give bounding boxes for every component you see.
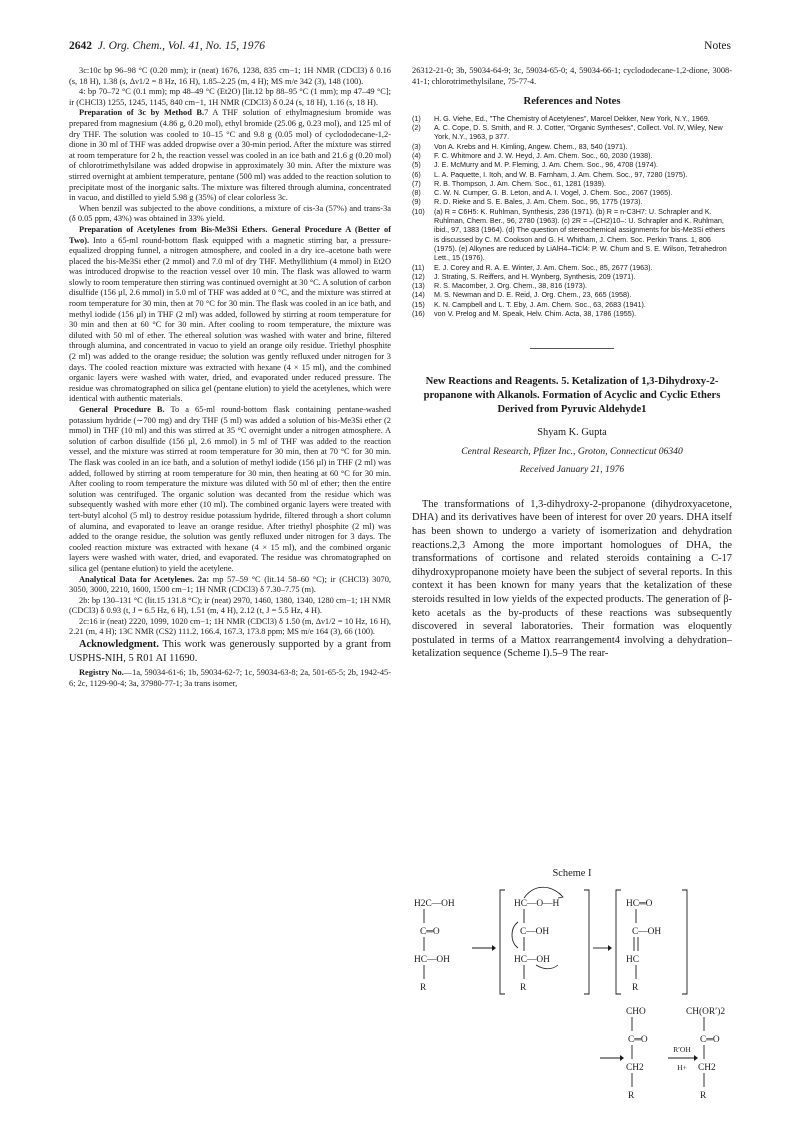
reference-number: (2)	[412, 123, 421, 133]
s1-line3: HC—OH	[414, 955, 450, 965]
paragraph-heading: Preparation of 3c by Method B.	[79, 108, 205, 118]
s3-line3: HC	[626, 955, 640, 965]
reference-number: (8)	[412, 188, 421, 198]
section-label: Notes	[704, 40, 731, 52]
s1-line4: R	[420, 983, 427, 993]
s1-line1: H2C—OH	[414, 899, 455, 909]
scheme-title: Scheme I	[552, 868, 592, 879]
reference-number: (13)	[412, 281, 425, 291]
s3-line1: HC═O	[626, 899, 653, 909]
s4-line2: C═O	[628, 1035, 648, 1045]
reference-item	[412, 170, 732, 179]
experimental-paragraph	[69, 66, 391, 87]
reference-item	[412, 151, 732, 160]
reference-number: (4)	[412, 150, 421, 160]
arrow-3	[600, 1055, 624, 1061]
registry-text: —1a, 59034-61-6; 1b, 59034-62-7; 1c, 59034-63-8; 2a, 501-65-5; 2b, 1942-45-6; 2c, 1129-90-4; 3a, 37980-77-1; 3a trans isomer,	[69, 668, 391, 688]
s4-line3: CH2	[626, 1063, 644, 1073]
experimental-paragraph	[69, 575, 391, 596]
structure-beta-keto-acetal	[686, 1006, 725, 1101]
reference-number: (7)	[412, 178, 421, 188]
header-left	[69, 40, 265, 52]
reference-item	[412, 290, 732, 299]
paragraph-heading: Preparation of Acetylenes from Bis-Me3Si Ethers. General Procedure A (Better of Two).	[69, 224, 391, 245]
reference-text: R. D. Rieke and S. E. Bales, J. Am. Chem. Soc., 95, 1775 (1973).	[434, 197, 643, 207]
reference-number: (10)	[412, 206, 425, 216]
s3-line2: C—OH	[632, 927, 662, 937]
s5-line1: CH(OR′)2	[686, 1007, 726, 1017]
structure-intermediate	[500, 887, 589, 994]
reference-number: (12)	[412, 271, 425, 281]
article-received: Received January 21, 1976	[519, 464, 625, 476]
reference-item	[412, 309, 732, 318]
reference-item	[412, 197, 732, 206]
reference-item	[412, 188, 732, 197]
references-title: References and Notes	[523, 96, 621, 108]
reference-item	[412, 142, 732, 151]
page-header	[69, 40, 731, 58]
acknowledgment-heading: Acknowledgment.	[79, 639, 159, 651]
journal-citation: J. Org. Chem., Vol. 41, No. 15, 1976	[97, 40, 266, 52]
s3-line4: R	[632, 983, 639, 993]
reference-number: (15)	[412, 299, 425, 309]
paragraph-text: 2b: bp 130–131 °C (lit.15 131.8 °C); ir (neat) 2970, 1460, 1380, 1340, 1280 cm−1; 1H NMR (CDCl3) δ 0.93 (t, J = 6.5 Hz, 6 H), 1.51 (m, 4 H), 2.12 (t, J = 5.5 Hz, 4 H).	[69, 595, 391, 616]
reference-text: K. N. Campbell and L. T. Eby, J. Am. Chem. Soc., 63, 2683 (1941).	[434, 299, 646, 309]
s5-line3: CH2	[698, 1063, 716, 1073]
reference-item	[412, 263, 732, 272]
s4-line1: CHO	[626, 1007, 646, 1017]
reference-item	[412, 281, 732, 290]
reference-text: C. W. N. Cumper, G. B. Leton, and A. I. Vogel, J. Chem. Soc., 2067 (1965).	[434, 188, 673, 198]
reference-number: (14)	[412, 290, 425, 300]
reference-text: A. C. Cope, D. S. Smith, and R. J. Cotter, "Organic Syntheses", Collect. Vol. IV, Wiley, New York, N.Y., 1963, p 377.	[434, 123, 723, 142]
reference-text: E. J. Corey and R. A. E. Winter, J. Am. Chem. Soc., 85, 2677 (1963).	[434, 262, 653, 272]
arrow-2	[593, 945, 612, 951]
reference-number: (9)	[412, 197, 421, 207]
reference-text: J. Strating, S. Reiffers, and H. Wynberg, Synthesis, 209 (1971).	[434, 271, 636, 281]
reference-item	[412, 207, 732, 263]
experimental-paragraph	[69, 617, 391, 638]
paragraph-text: 7 A THF solution of ethylmagnesium bromide was prepared from magnesium (4.86 g, 0.20 mol), ethyl bromide (25.06 g, 0.23 mol), and 125 ml of dry THF. The solution was cooled to 10–15 °C and 9.8 g (0.05 mol) of cyclododecane-1,2-dione in 30 ml of THF was added dropwise over a 30-min period. After the mixture was stirred at room temperature for 2 h, the reaction vessel was cooled in an ice bath and 21.6 g (0.20 mol) of chlorotrimethylsilane was added dropwise in approximately 30 min. After the mixture was stirred overnight at ambient temperature, pentane (500 ml) was added to the reaction solution to precipitate most of the inorganic salts. The mixture was filtered through alumina, concentrated in vacuo, and distilled to yield 5.98 g (35%) of clear colorless 3c.	[69, 108, 391, 203]
experimental-paragraph	[69, 87, 391, 108]
s2-line4: R	[520, 983, 527, 993]
paragraph-text: 2c:16 ir (neat) 2220, 1099, 1020 cm−1; 1H NMR (CDCl3) δ 1.50 (m, Δν1/2 = 10 Hz, 16 H), 2.21 (m, 4 H); 13C NMR (CS2) 111.2, 166.4, 167.3, 173.8 ppm; MS m/e 164 (3), 66 (100).	[69, 616, 391, 637]
reference-text: M. S. Newman and D. E. Reid, J. Org. Chem., 23, 665 (1958).	[434, 290, 632, 300]
s1-line2: C═O	[420, 927, 440, 937]
s2-line2: C—OH	[520, 927, 550, 937]
scheme-figure	[412, 866, 732, 1118]
reference-number: (3)	[412, 141, 421, 151]
experimental-paragraph	[69, 596, 391, 617]
experimental-paragraph	[69, 108, 391, 203]
paragraph-text: When benzil was subjected to the above conditions, a mixture of cis-3a (57%) and trans-3a (δ 0.05 ppm, 43%) was obtained in 33% yield.	[69, 203, 391, 224]
reference-text: R. B. Thompson, J. Am. Chem. Soc., 61, 1281 (1939).	[434, 178, 607, 188]
paragraph-text: 4: bp 70–72 °C (0.1 mm); mp 48–49 °C (Et2O) [lit.12 bp 88–95 °C (1 mm); mp 47–49 °C]; ir (CHCl3) 1255, 1245, 1145, 840 cm−1, 1H NMR (CDCl3) δ 0.24 (s, 18 H), 1.16 (s, 18 H).	[69, 87, 391, 107]
reference-text: L. A. Paquette, I. Itoh, and W. B. Farnham, J. Am. Chem. Soc., 97, 7280 (1975).	[434, 169, 688, 179]
s2-line1: HC—O—H	[514, 899, 560, 909]
paragraph-text: 3c:10c bp 96–98 °C (0.20 mm); ir (neat) 1676, 1238, 835 cm−1; 1H NMR (CDCl3) δ 0.16 (s, 18 H), 1.38 (s, Δν1/2 = 8 Hz, 16 H), 1.85–2.25 (m, 4 H); MS m/e 342 (3), 148 (100).	[69, 66, 391, 86]
acknowledgment-text: This work was generously supported by a grant from USPHS-NIH, 5 R01 AI 11690.	[69, 639, 391, 664]
article-abstract: The transformations of 1,3-dihydroxy-2-propanone (dihydroxyacetone, DHA) and its derivatives have been of interest for over 20 years. DHA itself has been shown to undergo a variety of isomerization and dehydration reactions.2,3 Among the more important homologues of DHA, the transformations of cortisone and related steroids containing a C-17 dihydroxypropanone moiety have been the subject of several reports. In this context it has been known for many years that the ketalization of these steroids resulted in low yields of the expected products. The generation of β-keto acetals as the by-products of these reactions was subsequently discovered in several laboratories. Their formation was eloquently postulated in terms of a Mattox rearrangement4 involving a dehydration–ketalization sequence (Scheme I).5–9 The rear-	[412, 498, 732, 660]
experimental-paragraph	[69, 225, 391, 405]
right-column	[412, 66, 732, 661]
reference-text: von V. Prelog and M. Speak, Helv. Chim. Acta, 38, 1786 (1955).	[434, 309, 637, 319]
section-divider	[530, 348, 614, 349]
paragraph-text: mp 57–59 °C (lit.14 58–60 °C); ir (CHCl3) 3070, 3050, 3000, 2210, 1600, 1500 cm−1; 1H NMR (CDCl3) δ 7.30–7.75 (m).	[69, 574, 391, 595]
s4-line4: R	[628, 1091, 635, 1101]
reference-number: (5)	[412, 160, 421, 170]
acknowledgment	[69, 638, 391, 665]
article-affiliation: Central Research, Pfizer Inc., Groton, Connecticut 06340	[461, 445, 683, 457]
s2-line3: HC—OH	[514, 955, 550, 965]
reference-number: (6)	[412, 169, 421, 179]
left-paragraphs	[69, 66, 391, 638]
arrow-ketalization	[668, 1045, 698, 1072]
reagent-bottom: H+	[677, 1063, 687, 1072]
s5-line2: C═O	[700, 1035, 720, 1045]
paragraph-text: To a 65-ml round-bottom flask containing pentane-washed potassium hydride (∼700 mg) and dry THF (5 ml) was added a solution of bis-Me3Si ether (2 mmol) in THF (10 ml) and this was stirred at 35 °C overnight under a nitrogen atmosphere. A solution of carbon disulfide (156 µl, 2.6 mmol) in 5 ml of THF was added to the reaction vessel, and the mixture was stirred at room temperature for 30 min, then at 70 °C for 30 min. The flask was cooled in an ice bath, and a solution of methyl iodide (156 µl) in THF (2 ml) was added, followed by stirring at room temperature for 30 min, then heating at 60 °C for 30 min. After cooling to room temperature the mixture was diluted with 50 ml of ether; then the entire solution was centrifuged. The organic solution was decanted from the residue which was subsequently washed with more ether (10 ml). The combined organic layers were treated with tert-butyl alcohol (5 ml) to destroy residue potassium hydride, filtered through a short column of alumina, and evaporated to leave an orange residue. After triethyl phosphite (2 ml) was added to the orange residue, the solution was gently refluxed under nitrogen for 3 days. The cooled reaction mixture was extracted with hexane (4 × 15 ml), and the combined organic layers were washed with water, dried, and evaporated. The residue was chromatographed on silica gel (pentane elution) to yield the acetylene.	[69, 405, 391, 573]
reference-item	[412, 160, 732, 169]
reference-text: J. E. McMurry and M. P. Fleming, J. Am. Chem. Soc., 96, 4708 (1974).	[434, 160, 658, 170]
reference-text: (a) R = C6H5: K. Ruhlman, Synthesis, 236 (1971). (b) R = n-C3H7: U. Schrapler and K. Ruhlman, Chem. Ber., 96, 2780 (1963). (c) 2R = –(CH2)10–: U. Schrapler and K. Ruhlman, ibid., 97, 1383 (1964). (d) The question of stereochemical assignments for bis-Me3Si ethers is discussed by C. M. Cookson and G. H. Whitham, J. Chem. Soc. Perkin Trans. 1, 806 (1975). (e) Alkynes are reduced by LiAlH4–TiCl4: P. W. Chum and S. E. Wilson, Tetrahedron Lett., 15 (1976).	[434, 206, 727, 263]
reference-item	[412, 300, 732, 309]
reference-item	[412, 114, 732, 123]
reference-item	[412, 272, 732, 281]
reference-number: (1)	[412, 113, 421, 123]
paragraph-text: Into a 65-ml round-bottom flask equipped with a magnetic stirring bar, a pressure-equalized dropping funnel, a nitrogen atmosphere, and cooled in a dry ice–acetone bath were placed the bis-Me3Si ether (2 mmol) and 7.0 ml of dry THF. Methyllithium (4 mmol) in Et2O was introduced dropwise to the reaction vessel over 10 min. The flask was allowed to warm slowly to room temperature then stirring was continued overnight at 30 °C. A solution of carbon disulfide (156 µl, 2.6 mmol) in 5.0 ml of THF was added at 0 °C, and the mixture was stirred at room temperature for 30 min, then at 70 °C for 30 min. The flask was cooled in an ice bath, and methyl iodide (156 µl) in THF (2 ml) was added, followed by stirring at room temperature for 30 min and then at 60 °C for 30 min. After cooling to room temperature, the mixture was diluted with 50 ml of ether. The ethereal solution was washed with water and brine, filtered through alumina, and concentrated in vacuo to yield an orange oily residue. Triethyl phosphite (2 ml) was added to the orange residue; the solution was gently refluxed under nitrogen for 3 days. The cooled reaction mixture was extracted with hexane (4 × 15 ml), and the combined organic layers were washed with water, dried, and evaporated under reduced pressure. The residue was chromatographed on silica gel (pentane elution) to yield the acetylenes, which were identical with authentic materials.	[69, 235, 392, 404]
reference-text: Von A. Krebs and H. Kimling, Angew. Chem., 83, 540 (1971).	[434, 141, 628, 151]
page-number: 2642	[69, 40, 92, 52]
arrow-1	[472, 945, 496, 951]
article-title: New Reactions and Reagents. 5. Ketalization of 1,3-Dihydroxy-2-propanone with Alkanols. Formation of Acyclic and Cyclic Ethers Derived from Pyruvic Aldehyde1	[423, 376, 721, 415]
reference-text: F. C. Whitmore and J. W. Heyd, J. Am. Chem. Soc., 60, 2030 (1938).	[434, 150, 653, 160]
left-column	[69, 66, 391, 689]
reference-text: H. G. Viehe, Ed., "The Chemistry of Acetylenes", Marcel Dekker, New York, N.Y., 1969.	[434, 113, 710, 123]
reagent-top: R′OH	[673, 1045, 691, 1054]
paragraph-heading: Analytical Data for Acetylenes. 2a:	[79, 574, 210, 584]
reference-number: (11)	[412, 262, 425, 272]
structure-enol	[616, 890, 687, 994]
reference-item	[412, 123, 732, 142]
experimental-paragraph	[69, 405, 391, 575]
reference-text: R. S. Macomber, J. Org. Chem., 38, 816 (1973).	[434, 281, 587, 291]
reference-item	[412, 179, 732, 188]
article-author: Shyam K. Gupta	[537, 427, 607, 439]
registry-continued: 26312-21-0; 3b, 59034-64-9; 3c, 59034-65-0; 4, 59034-66-1; cyclododecane-1,2-dione, 3008-41-1; chlorotrimethylsilane, 75-77-4.	[412, 66, 732, 86]
references-list	[412, 114, 732, 319]
reference-number: (16)	[412, 309, 425, 319]
paragraph-heading: General Procedure B.	[79, 405, 165, 414]
experimental-paragraph	[69, 204, 391, 225]
structure-keto-aldehyde	[626, 1007, 648, 1101]
registry-heading: Registry No.	[79, 668, 124, 678]
s5-line4: R	[700, 1091, 707, 1101]
registry-numbers	[69, 668, 391, 689]
structure-dha	[414, 899, 455, 993]
